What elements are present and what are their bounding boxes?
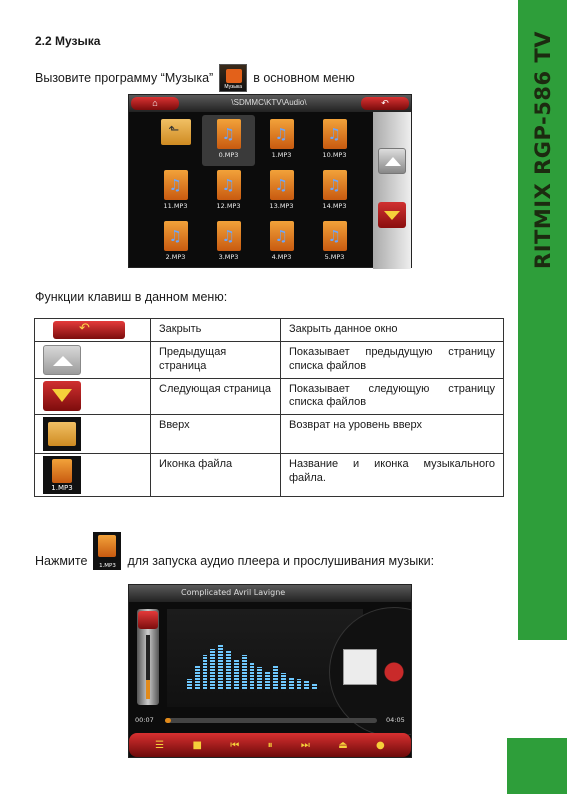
elapsed-time: 00:07 <box>135 716 154 724</box>
previous-icon[interactable]: ⏮ <box>230 739 240 751</box>
file-label: 3.MP3 <box>218 253 239 261</box>
table-row <box>35 378 504 415</box>
file-item[interactable] <box>255 166 308 217</box>
music-file-icon <box>164 170 188 200</box>
file-label: 2.MP3 <box>165 253 186 261</box>
folder-up-item[interactable] <box>149 115 202 166</box>
album-cover <box>343 649 377 685</box>
key-desc: Название и иконка музыкального файла. <box>281 454 504 497</box>
browser-path: \SDMMC\KTV\Audio\ <box>231 98 307 107</box>
key-desc: Возврат на уровень вверх <box>281 415 504 454</box>
spectrum-bar <box>281 673 286 689</box>
next-icon[interactable]: ⏭ <box>300 739 310 751</box>
music-file-icon <box>270 119 294 149</box>
audio-player-screenshot <box>128 584 412 758</box>
key-name: Следующая страница <box>151 378 281 415</box>
spectrum-bar <box>250 663 255 689</box>
eject-icon[interactable]: ⏏ <box>338 739 348 751</box>
section-title: 2.2 Музыка <box>35 34 101 48</box>
intro-text-before: Вызовите программу “Музыка” <box>35 71 214 85</box>
file-label: 1.MP3 <box>271 151 292 159</box>
file-label: 13.MP3 <box>269 202 294 210</box>
intro-line <box>35 64 355 92</box>
spectrum-bar <box>187 679 192 689</box>
music-app-icon <box>219 64 247 92</box>
spectrum-bar <box>195 665 200 689</box>
key-name: Вверх <box>151 415 281 454</box>
speaker-icon[interactable] <box>138 611 158 629</box>
spectrum-bar <box>257 667 262 689</box>
press-icon-caption: 1.MP3 <box>99 563 116 569</box>
file-item[interactable] <box>255 115 308 166</box>
page-up-icon[interactable] <box>378 148 406 174</box>
folder-up-icon <box>43 417 81 451</box>
spectrum-bar <box>312 683 317 689</box>
key-desc: Показывает следующую страницу списка файлов <box>281 378 504 415</box>
brand-title: RITMIX RGP-586 TV <box>530 31 555 269</box>
spectrum-bar <box>242 655 247 689</box>
music-file-icon <box>323 119 347 149</box>
lrc-icon[interactable]: ● <box>376 739 385 751</box>
file-item[interactable] <box>202 115 255 166</box>
file-label: 11.MP3 <box>163 202 188 210</box>
music-icon-caption: Музыка <box>224 84 243 90</box>
spectrum-bar <box>304 681 309 689</box>
music-file-icon <box>217 119 241 149</box>
home-icon[interactable]: ⌂ <box>131 97 179 110</box>
file-label: 12.MP3 <box>216 202 241 210</box>
file-item[interactable] <box>202 217 255 268</box>
spectrum-bar <box>218 645 223 689</box>
page-down-icon[interactable] <box>378 202 406 228</box>
key-desc: Закрыть данное окно <box>281 319 504 342</box>
pause-icon[interactable]: ⏸ <box>267 739 273 751</box>
key-name: Иконка файла <box>151 454 281 497</box>
table-row <box>35 454 504 497</box>
file-item[interactable] <box>308 115 361 166</box>
key-name: Предыдущая страница <box>151 342 281 379</box>
browser-top-bar <box>129 95 411 112</box>
music-file-icon <box>164 221 188 251</box>
table-row <box>35 415 504 454</box>
file-label: 0.MP3 <box>218 151 239 159</box>
page-scroll-panel <box>373 112 411 269</box>
table-row <box>35 342 504 379</box>
key-functions-table <box>34 318 504 497</box>
spectrum-bar <box>273 665 278 689</box>
player-top-bar <box>129 585 411 602</box>
key-name: Закрыть <box>151 319 281 342</box>
file-browser-screenshot <box>128 94 412 268</box>
file-label: 4.MP3 <box>271 253 292 261</box>
file-item[interactable] <box>149 166 202 217</box>
music-file-icon <box>217 221 241 251</box>
file-label: 14.MP3 <box>322 202 347 210</box>
key-desc: Показывает предыдущую страницу списка файлов <box>281 342 504 379</box>
back-arrow-icon <box>53 321 125 339</box>
list-icon[interactable]: ☰ <box>155 739 165 751</box>
progress-bar[interactable] <box>165 718 377 723</box>
spectrum-bar <box>265 671 270 689</box>
file-item[interactable] <box>255 217 308 268</box>
music-file-icon <box>323 221 347 251</box>
music-file-icon <box>323 170 347 200</box>
file-item[interactable] <box>202 166 255 217</box>
side-block <box>507 738 567 794</box>
file-item[interactable] <box>308 217 361 268</box>
file-item[interactable] <box>308 166 361 217</box>
music-file-icon <box>270 221 294 251</box>
music-file-icon <box>43 456 81 494</box>
file-grid <box>149 115 361 268</box>
track-title: Complicated Avril Lavigne <box>181 588 286 597</box>
back-arrow-icon[interactable]: ↶ <box>361 97 409 110</box>
spectrum-bars <box>187 645 317 689</box>
spectrum-bar <box>234 659 239 689</box>
file-icon-caption: 1.MP3 <box>51 484 73 493</box>
press-text-after: для запуска аудио плеера и прослушивания музыки: <box>127 554 435 568</box>
page-down-icon <box>43 381 81 411</box>
spectrum-bar <box>297 679 302 689</box>
music-file-icon <box>217 170 241 200</box>
press-text-before: Нажмите <box>35 554 88 568</box>
file-label: 10.MP3 <box>322 151 347 159</box>
spectrum-bar <box>210 649 215 689</box>
file-item[interactable] <box>149 217 202 268</box>
volume-fill <box>146 680 150 699</box>
spectrum-bar <box>289 677 294 689</box>
intro-text-after: в основном меню <box>253 71 355 85</box>
press-line <box>35 552 434 570</box>
side-title <box>518 0 567 300</box>
spectrum-bar <box>226 651 231 689</box>
progress-fill <box>165 718 171 723</box>
volume-slider[interactable] <box>137 609 159 705</box>
spectrum-bar <box>203 655 208 689</box>
control-bar <box>129 733 411 757</box>
total-time: 04:05 <box>386 716 405 724</box>
music-file-icon <box>270 170 294 200</box>
functions-title: Функции клавиш в данном меню: <box>35 290 228 304</box>
table-row <box>35 319 504 342</box>
file-label: 5.MP3 <box>324 253 345 261</box>
folder-up-icon <box>161 119 191 145</box>
music-file-icon <box>93 532 121 570</box>
stop-icon[interactable]: ■ <box>192 739 202 751</box>
page-up-icon <box>43 345 81 375</box>
